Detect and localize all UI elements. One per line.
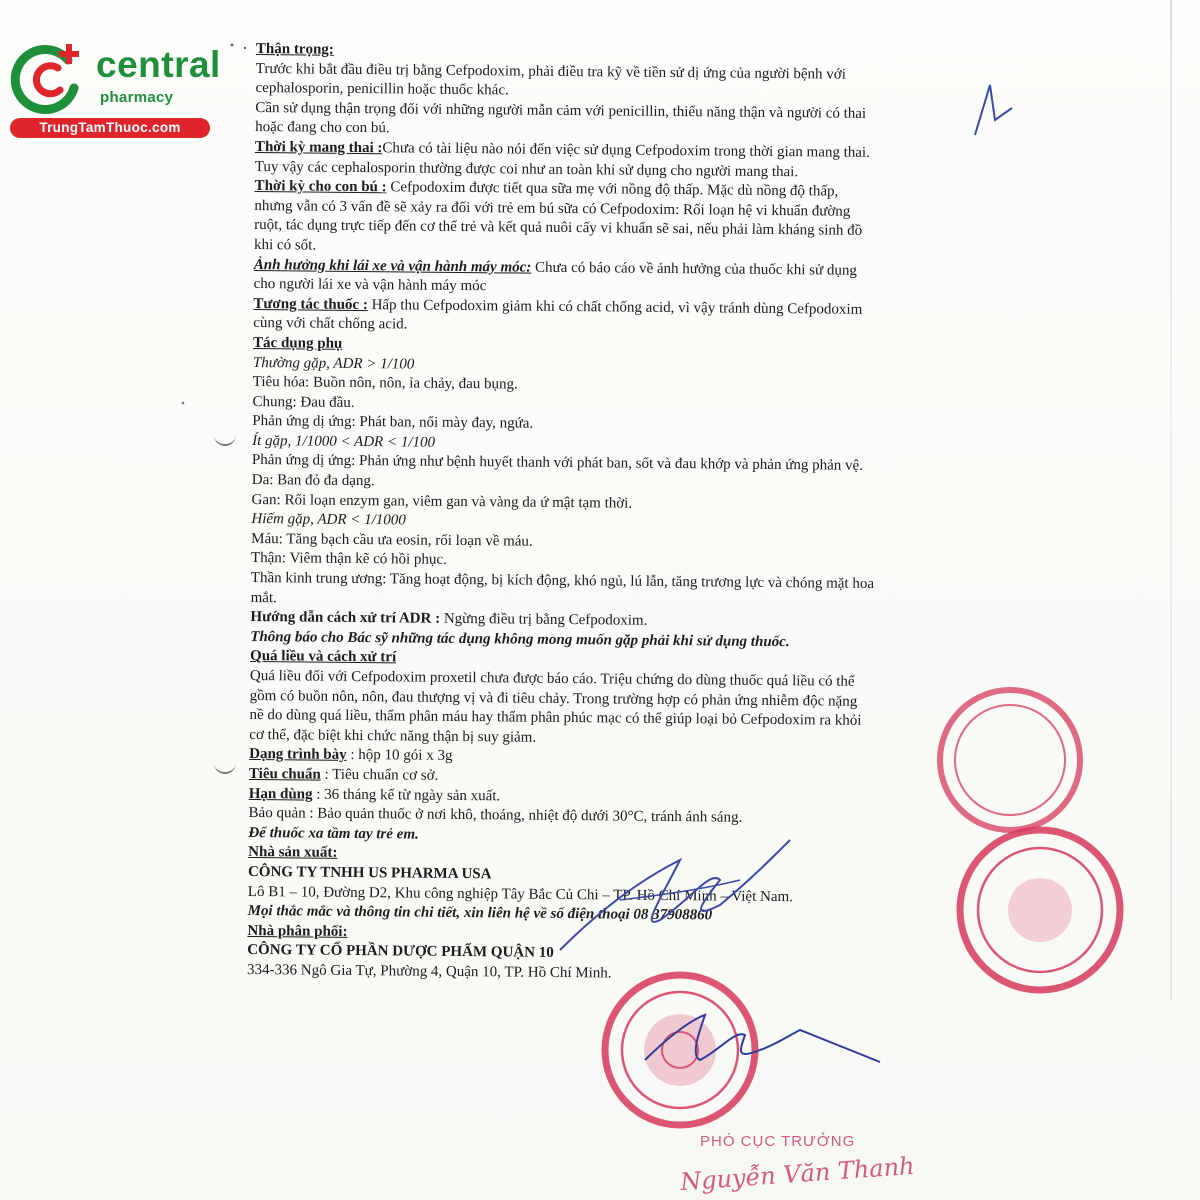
doc-heading: Mọi thắc mắc và thông tin chi tiết, xin liên hệ về số điện thoại 08 37908860 xyxy=(247,903,713,924)
doc-text: nề do dùng quá liều, thẩm phân máu hay thẩm phân phúc mạc có thể giúp loại bỏ Cefpodoxim ra khỏi xyxy=(249,707,862,730)
doc-text: Chưa có báo cáo về ảnh hưởng của thuốc khi sử dụng xyxy=(531,259,857,279)
doc-text: Lô B1 – 10, Đường D2, Khu công nghiệp Tây Bắc Củ Chi – TP. Hồ Chí Minh – Việt Nam. xyxy=(247,883,794,905)
central-pharmacy-logo[interactable] xyxy=(10,38,221,138)
doc-heading: Ít gặp, 1/1000 < ADR < 1/100 xyxy=(252,432,436,451)
doc-text: khi có sốt. xyxy=(253,236,317,254)
logo-name: central xyxy=(96,44,221,85)
doc-text: mắt. xyxy=(250,589,277,606)
doc-heading: Nhà sản xuất: xyxy=(248,844,338,862)
doc-text: Chưa có tài liệu nào nói đến việc sử dụng Cefpodoxim trong thời gian mang thai. xyxy=(382,140,870,161)
doc-heading: CÔNG TY CỔ PHẦN DƯỢC PHẨM QUẬN 10 xyxy=(247,942,554,962)
doc-text: Cefpodoxim được tiết qua sữa mẹ với nồng độ thấp. Mặc dù nồng độ thấp, xyxy=(386,179,839,200)
doc-heading: Dạng trình bày xyxy=(249,746,347,764)
doc-text: Thận: Viêm thận kẽ có hồi phục. xyxy=(250,550,447,569)
doc-heading: Ảnh hưởng khi lái xe và vận hành máy móc: xyxy=(253,256,532,276)
document-body xyxy=(247,40,956,987)
doc-heading: Thời kỳ mang thai : xyxy=(254,138,383,157)
doc-heading: Để thuốc xa tầm tay trẻ em. xyxy=(248,824,419,843)
doc-text: ruột, tác dụng trực tiếp đến cơ thể trẻ và kết quả nuôi cấy vi khuẩn sẽ sai, nếu phải làm kháng sinh đồ xyxy=(254,217,863,240)
punch-hole-upper xyxy=(214,432,236,446)
doc-heading: Tiêu chuẩn xyxy=(248,765,321,783)
doc-heading: Thông báo cho Bác sỹ những tác dụng không mong muốn gặp phải khi sử dụng thuốc. xyxy=(250,628,790,650)
doc-heading: Tác dụng phụ xyxy=(253,334,343,352)
doc-text: Tuy vậy các cephalosporin thường được coi như an toàn khi sử dụng cho người mang thai. xyxy=(254,158,799,180)
doc-text: Phản ứng dị ứng: Phản ứng như bệnh huyết thanh với phát ban, sốt và đau khớp và phản ứng phản vệ. xyxy=(251,452,864,475)
page-edge xyxy=(1170,0,1172,1000)
deputy-signature-name: Nguyễn Văn Thanh xyxy=(679,1151,916,1197)
doc-text: Quá liều đối với Cefpodoxim proxetil chưa được báo cáo. Triệu chứng do dùng thuốc quá liều có thể xyxy=(249,667,855,690)
doc-text: gồm có buồn nôn, nôn, đau thượng vị và đi tiêu chảy. Trong trường hợp có phản ứng nhiễm độc nặng xyxy=(249,687,858,710)
doc-text: Phản ứng dị ứng: Phát ban, nổi mày đay, ngứa. xyxy=(252,413,534,432)
doc-text: Gan: Rối loạn enzym gan, viêm gan và vàng da ứ mật tạm thời. xyxy=(251,491,633,512)
doc-heading: Quá liều và cách xử trí xyxy=(250,648,397,666)
doc-heading: Hiếm gặp, ADR < 1/1000 xyxy=(251,511,406,529)
logo-subtitle: pharmacy xyxy=(100,89,174,106)
doc-text: Hấp thu Cefpodoxim giảm khi có chất chống acid, vì vậy tránh dùng Cefpodoxim xyxy=(367,296,863,318)
doc-text: Chung: Đau đầu. xyxy=(252,393,355,411)
doc-text: Trước khi bắt đầu điều trị bằng Cefpodoxim, phải điều tra kỹ về tiền sử dị ứng của người bệnh với xyxy=(255,60,847,83)
doc-text: Tiêu hóa: Buồn nôn, nôn, ỉa chảy, đau bụng. xyxy=(252,374,518,393)
doc-text: 334-336 Ngô Gia Tự, Phường 4, Quận 10, TP. Hồ Chí Minh. xyxy=(246,961,612,982)
doc-heading: Hướng dẫn cách xử trí ADR : xyxy=(250,609,441,628)
doc-heading: Hạn dùng xyxy=(248,785,313,803)
doc-text: cùng với chất chống acid. xyxy=(253,315,408,333)
doc-text: cephalosporin, penicillin hoặc thuốc khác. xyxy=(255,80,509,99)
doc-text: Thần kinh trung ương: Tăng hoạt động, bị kích động, khó ngủ, lú lẫn, tăng trương lực và chóng mặt hoa xyxy=(250,570,875,592)
right-stamp-top xyxy=(940,690,1080,830)
doc-heading: Tương tác thuốc : xyxy=(253,295,368,313)
logo-banner[interactable]: TrungTamThuoc.com xyxy=(10,118,210,138)
deputy-title: PHÓ CỤC TRƯỞNG xyxy=(700,1133,856,1150)
doc-text: : hộp 10 gói x 3g xyxy=(346,747,453,765)
doc-heading: Thận trọng: xyxy=(255,40,334,58)
signature-bottom xyxy=(645,1015,880,1062)
initial-mark xyxy=(975,85,1012,135)
doc-text: Da: Ban đỏ đa dạng. xyxy=(251,472,375,490)
doc-text: : Tiêu chuẩn cơ sở. xyxy=(320,766,439,784)
doc-heading: Nhà phân phối: xyxy=(247,922,348,940)
doc-text: cơ thể, đặc biệt khi chức năng thận bị suy giảm. xyxy=(249,726,537,746)
doc-text: hoặc đang cho con bú. xyxy=(255,119,390,137)
doc-text: Cần sử dụng thận trọng đối với những người mẫn cảm với penicillin, thiểu năng thận và người có thai xyxy=(255,99,867,122)
punch-hole-lower xyxy=(214,760,236,774)
doc-text: cho người lái xe và vận hành máy móc xyxy=(253,276,487,295)
pharmacy-cross-icon xyxy=(10,38,90,118)
right-stamp-bottom xyxy=(960,830,1120,990)
doc-text: : 36 tháng kể từ ngày sản xuất. xyxy=(312,786,501,804)
doc-text: Ngừng điều trị bằng Cefpodoxim. xyxy=(440,611,648,630)
doc-text: Bảo quản : Bảo quản thuốc ở nơi khô, thoáng, nhiệt độ dưới 30°C, tránh ánh sáng. xyxy=(248,805,743,826)
doc-text: nhưng vẫn có 3 vấn đề sẽ xảy ra đối với trẻ em bú sữa có Cefpodoxim: Rối loạn hệ vi khuẩn đường xyxy=(254,197,851,220)
seal-stamp xyxy=(605,975,755,1125)
doc-text: Máu: Tăng bạch cầu ưa eosin, rối loạn về máu. xyxy=(251,530,533,550)
doc-heading: CÔNG TY TNHH US PHARMA USA xyxy=(247,863,492,883)
doc-heading: Thời kỳ cho con bú : xyxy=(254,178,387,196)
doc-heading: Thường gặp, ADR > 1/100 xyxy=(252,354,415,373)
